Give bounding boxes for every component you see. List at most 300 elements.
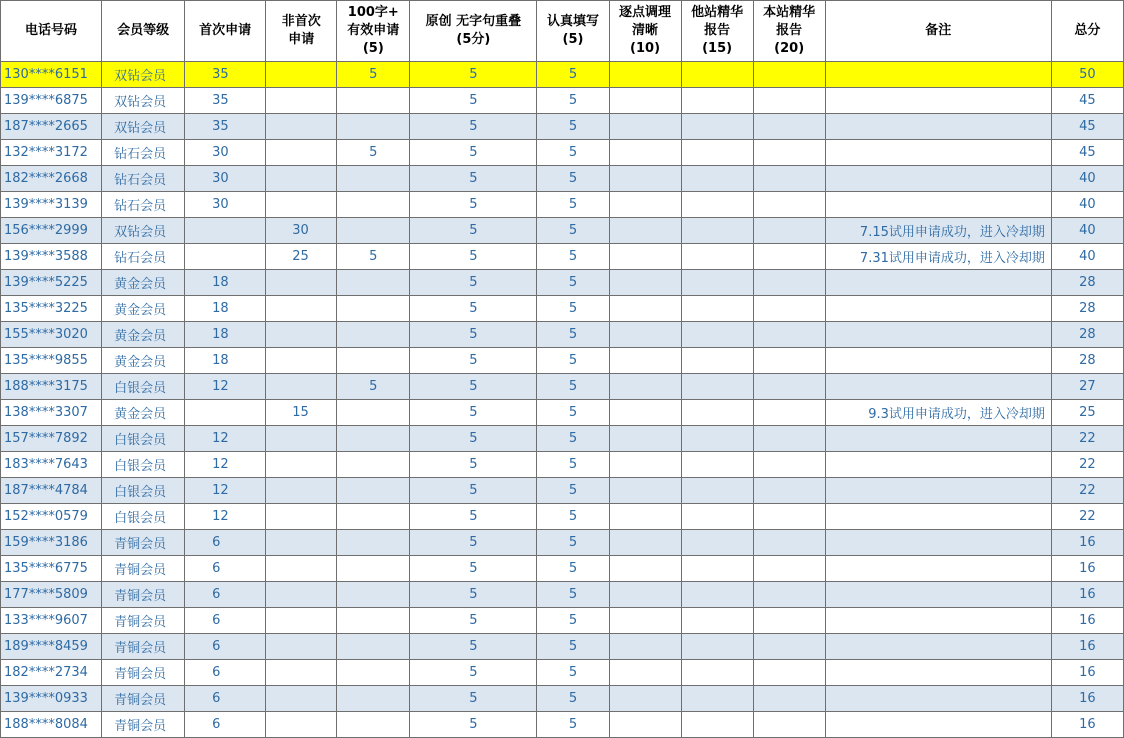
cell-careful-fill: 5 xyxy=(537,88,609,114)
table-row xyxy=(1,348,1124,374)
cell-first-application: 30 xyxy=(185,166,266,192)
cell-point-by-point xyxy=(609,608,681,634)
cell-member-level: 青铜会员 xyxy=(102,634,185,660)
cell-total: 16 xyxy=(1051,712,1123,738)
cell-member-level: 钻石会员 xyxy=(102,192,185,218)
header-careful-fill: 认真填写 (5) xyxy=(537,1,609,62)
header-non-first-application: 非首次 申请 xyxy=(266,1,337,62)
cell-notes: 9.3试用申请成功，进入冷却期 xyxy=(825,400,1051,426)
cell-this-site-report xyxy=(753,88,825,114)
cell-careful-fill: 5 xyxy=(537,582,609,608)
cell-this-site-report xyxy=(753,244,825,270)
cell-first-application: 30 xyxy=(185,140,266,166)
cell-total: 40 xyxy=(1051,192,1123,218)
cell-other-site-report xyxy=(681,478,753,504)
cell-first-application: 30 xyxy=(185,192,266,218)
cell-100-chars xyxy=(337,166,410,192)
cell-this-site-report xyxy=(753,296,825,322)
cell-100-chars xyxy=(337,634,410,660)
cell-careful-fill: 5 xyxy=(537,244,609,270)
cell-non-first-application xyxy=(266,192,337,218)
cell-phone: 139****3139 xyxy=(1,192,102,218)
cell-100-chars xyxy=(337,452,410,478)
cell-total: 40 xyxy=(1051,166,1123,192)
cell-first-application: 12 xyxy=(185,426,266,452)
cell-point-by-point xyxy=(609,582,681,608)
cell-member-level: 青铜会员 xyxy=(102,686,185,712)
cell-non-first-application xyxy=(266,582,337,608)
cell-this-site-report xyxy=(753,608,825,634)
cell-original: 5 xyxy=(410,218,537,244)
cell-phone: 135****9855 xyxy=(1,348,102,374)
cell-non-first-application xyxy=(266,686,337,712)
cell-original: 5 xyxy=(410,426,537,452)
cell-phone: 187****2665 xyxy=(1,114,102,140)
cell-this-site-report xyxy=(753,348,825,374)
cell-non-first-application xyxy=(266,504,337,530)
cell-100-chars: 5 xyxy=(337,62,410,88)
table-row xyxy=(1,270,1124,296)
cell-first-application xyxy=(185,400,266,426)
cell-careful-fill: 5 xyxy=(537,114,609,140)
cell-member-level: 双钻会员 xyxy=(102,88,185,114)
cell-other-site-report xyxy=(681,114,753,140)
cell-100-chars xyxy=(337,504,410,530)
cell-total: 28 xyxy=(1051,296,1123,322)
cell-first-application: 18 xyxy=(185,348,266,374)
header-original: 原创 无字句重叠 (5分) xyxy=(410,1,537,62)
cell-notes xyxy=(825,88,1051,114)
cell-point-by-point xyxy=(609,478,681,504)
cell-first-application: 12 xyxy=(185,478,266,504)
cell-first-application: 6 xyxy=(185,660,266,686)
cell-phone: 132****3172 xyxy=(1,140,102,166)
cell-first-application: 6 xyxy=(185,530,266,556)
table-row xyxy=(1,556,1124,582)
cell-first-application xyxy=(185,218,266,244)
header-this-site-report: 本站精华 报告 (20) xyxy=(753,1,825,62)
cell-other-site-report xyxy=(681,88,753,114)
cell-careful-fill: 5 xyxy=(537,192,609,218)
cell-point-by-point xyxy=(609,712,681,738)
table-row xyxy=(1,686,1124,712)
cell-original: 5 xyxy=(410,192,537,218)
cell-member-level: 双钻会员 xyxy=(102,218,185,244)
cell-non-first-application: 30 xyxy=(266,218,337,244)
cell-non-first-application xyxy=(266,270,337,296)
cell-original: 5 xyxy=(410,166,537,192)
cell-first-application: 6 xyxy=(185,686,266,712)
cell-this-site-report xyxy=(753,140,825,166)
cell-member-level: 黄金会员 xyxy=(102,322,185,348)
cell-other-site-report xyxy=(681,140,753,166)
cell-careful-fill: 5 xyxy=(537,660,609,686)
cell-original: 5 xyxy=(410,608,537,634)
cell-notes xyxy=(825,114,1051,140)
cell-original: 5 xyxy=(410,582,537,608)
cell-this-site-report xyxy=(753,582,825,608)
cell-careful-fill: 5 xyxy=(537,218,609,244)
cell-original: 5 xyxy=(410,114,537,140)
cell-total: 45 xyxy=(1051,114,1123,140)
cell-notes: 7.31试用申请成功，进入冷却期 xyxy=(825,244,1051,270)
cell-point-by-point xyxy=(609,530,681,556)
cell-notes xyxy=(825,296,1051,322)
cell-notes xyxy=(825,530,1051,556)
cell-this-site-report xyxy=(753,62,825,88)
cell-total: 22 xyxy=(1051,426,1123,452)
cell-non-first-application xyxy=(266,426,337,452)
cell-phone: 133****9607 xyxy=(1,608,102,634)
cell-member-level: 青铜会员 xyxy=(102,556,185,582)
header-row xyxy=(1,1,1124,62)
cell-other-site-report xyxy=(681,660,753,686)
cell-total: 25 xyxy=(1051,400,1123,426)
cell-original: 5 xyxy=(410,530,537,556)
cell-100-chars xyxy=(337,608,410,634)
cell-non-first-application xyxy=(266,374,337,400)
cell-non-first-application xyxy=(266,166,337,192)
cell-original: 5 xyxy=(410,400,537,426)
cell-phone: 139****6875 xyxy=(1,88,102,114)
cell-non-first-application xyxy=(266,62,337,88)
cell-original: 5 xyxy=(410,322,537,348)
cell-this-site-report xyxy=(753,218,825,244)
cell-point-by-point xyxy=(609,426,681,452)
cell-point-by-point xyxy=(609,244,681,270)
cell-point-by-point xyxy=(609,400,681,426)
cell-total: 27 xyxy=(1051,374,1123,400)
cell-careful-fill: 5 xyxy=(537,270,609,296)
cell-total: 28 xyxy=(1051,348,1123,374)
table-row xyxy=(1,374,1124,400)
cell-this-site-report xyxy=(753,556,825,582)
cell-member-level: 钻石会员 xyxy=(102,166,185,192)
header-other-site-report: 他站精华 报告 (15) xyxy=(681,1,753,62)
cell-careful-fill: 5 xyxy=(537,166,609,192)
cell-total: 16 xyxy=(1051,686,1123,712)
cell-100-chars xyxy=(337,114,410,140)
cell-point-by-point xyxy=(609,62,681,88)
cell-total: 16 xyxy=(1051,582,1123,608)
cell-member-level: 钻石会员 xyxy=(102,140,185,166)
table-row xyxy=(1,660,1124,686)
cell-total: 40 xyxy=(1051,218,1123,244)
cell-phone: 183****7643 xyxy=(1,452,102,478)
cell-total: 16 xyxy=(1051,660,1123,686)
cell-notes xyxy=(825,478,1051,504)
cell-notes xyxy=(825,712,1051,738)
cell-phone: 139****5225 xyxy=(1,270,102,296)
cell-this-site-report xyxy=(753,504,825,530)
cell-phone: 157****7892 xyxy=(1,426,102,452)
cell-member-level: 白银会员 xyxy=(102,478,185,504)
cell-other-site-report xyxy=(681,218,753,244)
header-member-level: 会员等级 xyxy=(102,1,185,62)
cell-original: 5 xyxy=(410,504,537,530)
cell-first-application xyxy=(185,244,266,270)
cell-careful-fill: 5 xyxy=(537,712,609,738)
cell-this-site-report xyxy=(753,530,825,556)
cell-non-first-application xyxy=(266,140,337,166)
cell-careful-fill: 5 xyxy=(537,400,609,426)
cell-careful-fill: 5 xyxy=(537,140,609,166)
header-notes: 备注 xyxy=(825,1,1051,62)
table-row xyxy=(1,244,1124,270)
cell-other-site-report xyxy=(681,62,753,88)
cell-other-site-report xyxy=(681,504,753,530)
cell-member-level: 青铜会员 xyxy=(102,712,185,738)
cell-100-chars xyxy=(337,192,410,218)
table-row xyxy=(1,140,1124,166)
cell-original: 5 xyxy=(410,374,537,400)
cell-careful-fill: 5 xyxy=(537,348,609,374)
cell-notes xyxy=(825,556,1051,582)
cell-member-level: 青铜会员 xyxy=(102,608,185,634)
cell-other-site-report xyxy=(681,452,753,478)
cell-other-site-report xyxy=(681,400,753,426)
cell-notes xyxy=(825,608,1051,634)
cell-member-level: 黄金会员 xyxy=(102,400,185,426)
cell-total: 45 xyxy=(1051,140,1123,166)
cell-total: 16 xyxy=(1051,634,1123,660)
table-row xyxy=(1,712,1124,738)
cell-100-chars xyxy=(337,582,410,608)
cell-non-first-application xyxy=(266,452,337,478)
cell-this-site-report xyxy=(753,374,825,400)
cell-notes xyxy=(825,660,1051,686)
cell-original: 5 xyxy=(410,296,537,322)
cell-member-level: 白银会员 xyxy=(102,504,185,530)
cell-other-site-report xyxy=(681,244,753,270)
cell-first-application: 6 xyxy=(185,556,266,582)
cell-100-chars xyxy=(337,218,410,244)
cell-notes xyxy=(825,582,1051,608)
cell-original: 5 xyxy=(410,88,537,114)
cell-phone: 135****6775 xyxy=(1,556,102,582)
cell-other-site-report xyxy=(681,192,753,218)
cell-careful-fill: 5 xyxy=(537,426,609,452)
cell-phone: 188****8084 xyxy=(1,712,102,738)
cell-this-site-report xyxy=(753,686,825,712)
table-row xyxy=(1,114,1124,140)
cell-other-site-report xyxy=(681,166,753,192)
cell-total: 22 xyxy=(1051,452,1123,478)
cell-first-application: 35 xyxy=(185,88,266,114)
cell-member-level: 青铜会员 xyxy=(102,660,185,686)
cell-non-first-application xyxy=(266,478,337,504)
cell-phone: 187****4784 xyxy=(1,478,102,504)
cell-point-by-point xyxy=(609,348,681,374)
table-row xyxy=(1,88,1124,114)
cell-point-by-point xyxy=(609,374,681,400)
cell-point-by-point xyxy=(609,452,681,478)
cell-other-site-report xyxy=(681,426,753,452)
table-row xyxy=(1,530,1124,556)
cell-point-by-point xyxy=(609,140,681,166)
cell-original: 5 xyxy=(410,244,537,270)
cell-point-by-point xyxy=(609,192,681,218)
cell-this-site-report xyxy=(753,426,825,452)
cell-other-site-report xyxy=(681,296,753,322)
cell-other-site-report xyxy=(681,582,753,608)
cell-total: 16 xyxy=(1051,608,1123,634)
cell-100-chars: 5 xyxy=(337,244,410,270)
cell-other-site-report xyxy=(681,530,753,556)
cell-non-first-application xyxy=(266,114,337,140)
cell-other-site-report xyxy=(681,374,753,400)
cell-notes xyxy=(825,322,1051,348)
cell-100-chars xyxy=(337,686,410,712)
cell-member-level: 黄金会员 xyxy=(102,296,185,322)
cell-original: 5 xyxy=(410,686,537,712)
cell-member-level: 青铜会员 xyxy=(102,582,185,608)
cell-phone: 139****3588 xyxy=(1,244,102,270)
cell-phone: 159****3186 xyxy=(1,530,102,556)
header-first-application: 首次申请 xyxy=(185,1,266,62)
table-body xyxy=(1,62,1124,738)
cell-non-first-application xyxy=(266,712,337,738)
cell-non-first-application: 15 xyxy=(266,400,337,426)
cell-first-application: 35 xyxy=(185,62,266,88)
cell-this-site-report xyxy=(753,114,825,140)
cell-phone: 155****3020 xyxy=(1,322,102,348)
cell-point-by-point xyxy=(609,634,681,660)
cell-total: 22 xyxy=(1051,478,1123,504)
table-row xyxy=(1,322,1124,348)
cell-notes xyxy=(825,348,1051,374)
cell-100-chars: 5 xyxy=(337,140,410,166)
cell-100-chars xyxy=(337,88,410,114)
cell-this-site-report xyxy=(753,478,825,504)
cell-100-chars: 5 xyxy=(337,374,410,400)
cell-original: 5 xyxy=(410,634,537,660)
cell-other-site-report xyxy=(681,556,753,582)
cell-total: 28 xyxy=(1051,270,1123,296)
cell-careful-fill: 5 xyxy=(537,530,609,556)
cell-first-application: 18 xyxy=(185,322,266,348)
cell-this-site-report xyxy=(753,634,825,660)
table-row xyxy=(1,62,1124,88)
cell-first-application: 6 xyxy=(185,634,266,660)
cell-original: 5 xyxy=(410,140,537,166)
cell-original: 5 xyxy=(410,478,537,504)
cell-first-application: 12 xyxy=(185,452,266,478)
cell-total: 45 xyxy=(1051,88,1123,114)
cell-point-by-point xyxy=(609,660,681,686)
cell-original: 5 xyxy=(410,270,537,296)
cell-careful-fill: 5 xyxy=(537,608,609,634)
cell-first-application: 18 xyxy=(185,270,266,296)
cell-100-chars xyxy=(337,712,410,738)
cell-phone: 138****3307 xyxy=(1,400,102,426)
cell-point-by-point xyxy=(609,270,681,296)
cell-this-site-report xyxy=(753,452,825,478)
cell-notes: 7.15试用申请成功，进入冷却期 xyxy=(825,218,1051,244)
cell-non-first-application: 25 xyxy=(266,244,337,270)
cell-notes xyxy=(825,634,1051,660)
cell-other-site-report xyxy=(681,270,753,296)
table-row xyxy=(1,634,1124,660)
cell-careful-fill: 5 xyxy=(537,62,609,88)
cell-phone: 135****3225 xyxy=(1,296,102,322)
cell-member-level: 青铜会员 xyxy=(102,530,185,556)
cell-other-site-report xyxy=(681,686,753,712)
cell-point-by-point xyxy=(609,556,681,582)
cell-careful-fill: 5 xyxy=(537,322,609,348)
cell-phone: 156****2999 xyxy=(1,218,102,244)
table-row xyxy=(1,426,1124,452)
cell-100-chars xyxy=(337,426,410,452)
cell-phone: 130****6151 xyxy=(1,62,102,88)
cell-100-chars xyxy=(337,270,410,296)
cell-non-first-application xyxy=(266,296,337,322)
header-point-by-point: 逐点调理 清晰 (10) xyxy=(609,1,681,62)
cell-non-first-application xyxy=(266,634,337,660)
cell-this-site-report xyxy=(753,322,825,348)
header-total: 总分 xyxy=(1051,1,1123,62)
cell-phone: 152****0579 xyxy=(1,504,102,530)
cell-notes xyxy=(825,374,1051,400)
cell-member-level: 钻石会员 xyxy=(102,244,185,270)
cell-careful-fill: 5 xyxy=(537,556,609,582)
cell-total: 50 xyxy=(1051,62,1123,88)
cell-careful-fill: 5 xyxy=(537,634,609,660)
cell-other-site-report xyxy=(681,712,753,738)
cell-point-by-point xyxy=(609,88,681,114)
cell-phone: 182****2668 xyxy=(1,166,102,192)
cell-member-level: 黄金会员 xyxy=(102,348,185,374)
cell-point-by-point xyxy=(609,114,681,140)
cell-100-chars xyxy=(337,530,410,556)
cell-100-chars xyxy=(337,556,410,582)
cell-original: 5 xyxy=(410,712,537,738)
cell-non-first-application xyxy=(266,88,337,114)
cell-point-by-point xyxy=(609,504,681,530)
cell-total: 22 xyxy=(1051,504,1123,530)
table-row xyxy=(1,296,1124,322)
cell-total: 40 xyxy=(1051,244,1123,270)
header-phone: 电话号码 xyxy=(1,1,102,62)
cell-total: 28 xyxy=(1051,322,1123,348)
cell-member-level: 黄金会员 xyxy=(102,270,185,296)
cell-member-level: 白银会员 xyxy=(102,452,185,478)
cell-first-application: 18 xyxy=(185,296,266,322)
cell-original: 5 xyxy=(410,62,537,88)
cell-100-chars xyxy=(337,660,410,686)
table-row xyxy=(1,504,1124,530)
cell-notes xyxy=(825,452,1051,478)
cell-this-site-report xyxy=(753,270,825,296)
cell-original: 5 xyxy=(410,348,537,374)
cell-first-application: 6 xyxy=(185,582,266,608)
cell-notes xyxy=(825,426,1051,452)
cell-phone: 139****0933 xyxy=(1,686,102,712)
table-row xyxy=(1,478,1124,504)
cell-this-site-report xyxy=(753,166,825,192)
cell-notes xyxy=(825,192,1051,218)
cell-member-level: 双钻会员 xyxy=(102,114,185,140)
cell-original: 5 xyxy=(410,660,537,686)
cell-original: 5 xyxy=(410,452,537,478)
cell-careful-fill: 5 xyxy=(537,478,609,504)
cell-notes xyxy=(825,270,1051,296)
cell-first-application: 12 xyxy=(185,374,266,400)
cell-point-by-point xyxy=(609,686,681,712)
cell-100-chars xyxy=(337,400,410,426)
cell-non-first-application xyxy=(266,556,337,582)
table-row xyxy=(1,218,1124,244)
